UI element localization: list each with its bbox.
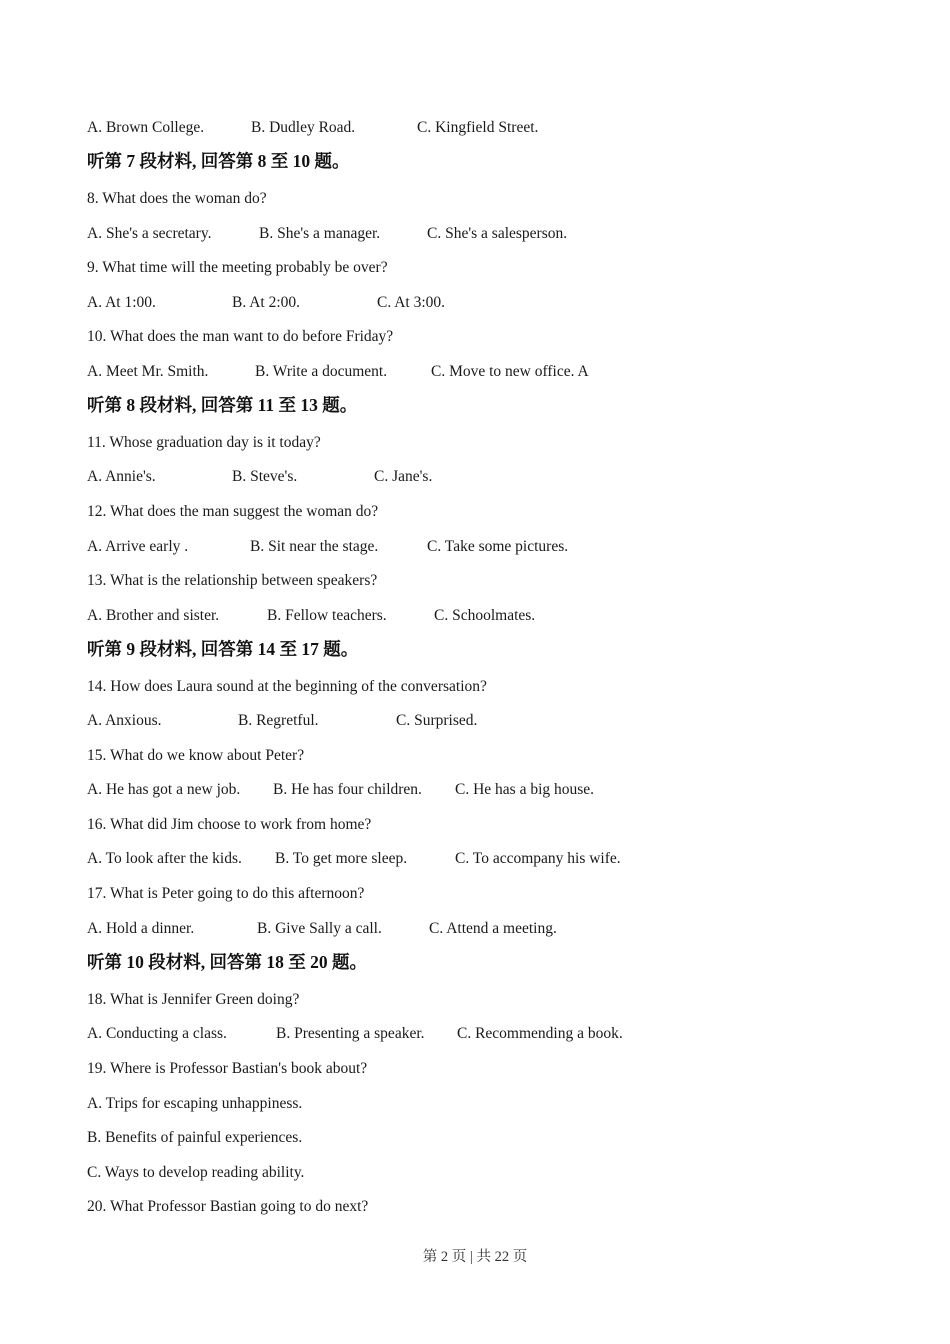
answer-option: A. Meet Mr. Smith. bbox=[87, 363, 209, 380]
answer-option: B. She's a manager. bbox=[259, 225, 381, 242]
answer-option: A. Conducting a class. bbox=[87, 1025, 227, 1042]
section-heading: 听第 8 段材料, 回答第 11 至 13 题。 bbox=[87, 395, 358, 415]
answer-option: B. To get more sleep. bbox=[275, 850, 408, 867]
question-text: 18. What is Jennifer Green doing? bbox=[87, 991, 300, 1008]
answer-option: C. Kingfield Street. bbox=[417, 119, 539, 136]
question-text: B. Benefits of painful experiences. bbox=[87, 1129, 303, 1146]
question-text: 17. What is Peter going to do this afternoon? bbox=[87, 885, 365, 902]
answer-option: B. Presenting a speaker. bbox=[276, 1025, 425, 1042]
answer-option: C. Recommending a book. bbox=[457, 1025, 623, 1042]
question-text: 11. Whose graduation day is it today? bbox=[87, 434, 321, 451]
answer-option: C. Attend a meeting. bbox=[429, 920, 557, 937]
answer-option: C. At 3:00. bbox=[377, 294, 446, 311]
question-text: 10. What does the man want to do before Friday? bbox=[87, 328, 394, 345]
question-text: 19. Where is Professor Bastian's book about? bbox=[87, 1060, 368, 1077]
answer-option: C. Schoolmates. bbox=[434, 607, 536, 624]
answer-option: A. She's a secretary. bbox=[87, 225, 212, 242]
answer-option: B. Regretful. bbox=[238, 712, 319, 729]
answer-option: A. At 1:00. bbox=[87, 294, 156, 311]
answer-option: A. Brother and sister. bbox=[87, 607, 220, 624]
section-heading: 听第 7 段材料, 回答第 8 至 10 题。 bbox=[87, 151, 350, 171]
answer-option: B. At 2:00. bbox=[232, 294, 301, 311]
question-text: 12. What does the man suggest the woman do? bbox=[87, 503, 379, 520]
question-text: C. Ways to develop reading ability. bbox=[87, 1164, 305, 1181]
question-text: 13. What is the relationship between speakers? bbox=[87, 572, 378, 589]
page-number-label: 第 2 页 | 共 22 页 bbox=[422, 1249, 528, 1265]
answer-option: C. She's a salesperson. bbox=[427, 225, 568, 242]
question-text: 9. What time will the meeting probably be over? bbox=[87, 259, 388, 276]
section-heading: 听第 9 段材料, 回答第 14 至 17 题。 bbox=[87, 639, 359, 659]
answer-option: A. He has got a new job. bbox=[87, 781, 241, 798]
answer-option: A. To look after the kids. bbox=[87, 850, 242, 867]
answer-option: B. Give Sally a call. bbox=[257, 920, 382, 937]
question-text: 14. How does Laura sound at the beginning of the conversation? bbox=[87, 678, 487, 695]
answer-option: B. Sit near the stage. bbox=[250, 538, 379, 555]
answer-option: A. Anxious. bbox=[87, 712, 162, 729]
answer-option: C. Surprised. bbox=[396, 712, 478, 729]
answer-option: C. To accompany his wife. bbox=[455, 850, 621, 867]
answer-option: C. Move to new office. A bbox=[431, 363, 589, 380]
answer-option: B. Dudley Road. bbox=[251, 119, 356, 136]
answer-option: B. Fellow teachers. bbox=[267, 607, 387, 624]
answer-option: A. Annie's. bbox=[87, 468, 156, 485]
question-text: A. Trips for escaping unhappiness. bbox=[87, 1095, 303, 1112]
answer-option: B. He has four children. bbox=[273, 781, 422, 798]
answer-option: C. Take some pictures. bbox=[427, 538, 569, 555]
question-text: 16. What did Jim choose to work from home? bbox=[87, 816, 372, 833]
question-text: 20. What Professor Bastian going to do next? bbox=[87, 1198, 369, 1215]
answer-option: C. He has a big house. bbox=[455, 781, 595, 798]
answer-option: A. Brown College. bbox=[87, 119, 205, 136]
answer-option: A. Arrive early . bbox=[87, 538, 189, 555]
answer-option: B. Steve's. bbox=[232, 468, 298, 485]
answer-option: C. Jane's. bbox=[374, 468, 433, 485]
answer-option: B. Write a document. bbox=[255, 363, 388, 380]
page-footer bbox=[0, 1245, 950, 1266]
question-text: 8. What does the woman do? bbox=[87, 190, 267, 207]
answer-option: A. Hold a dinner. bbox=[87, 920, 195, 937]
question-text: 15. What do we know about Peter? bbox=[87, 747, 305, 764]
section-heading: 听第 10 段材料, 回答第 18 至 20 题。 bbox=[87, 952, 367, 972]
